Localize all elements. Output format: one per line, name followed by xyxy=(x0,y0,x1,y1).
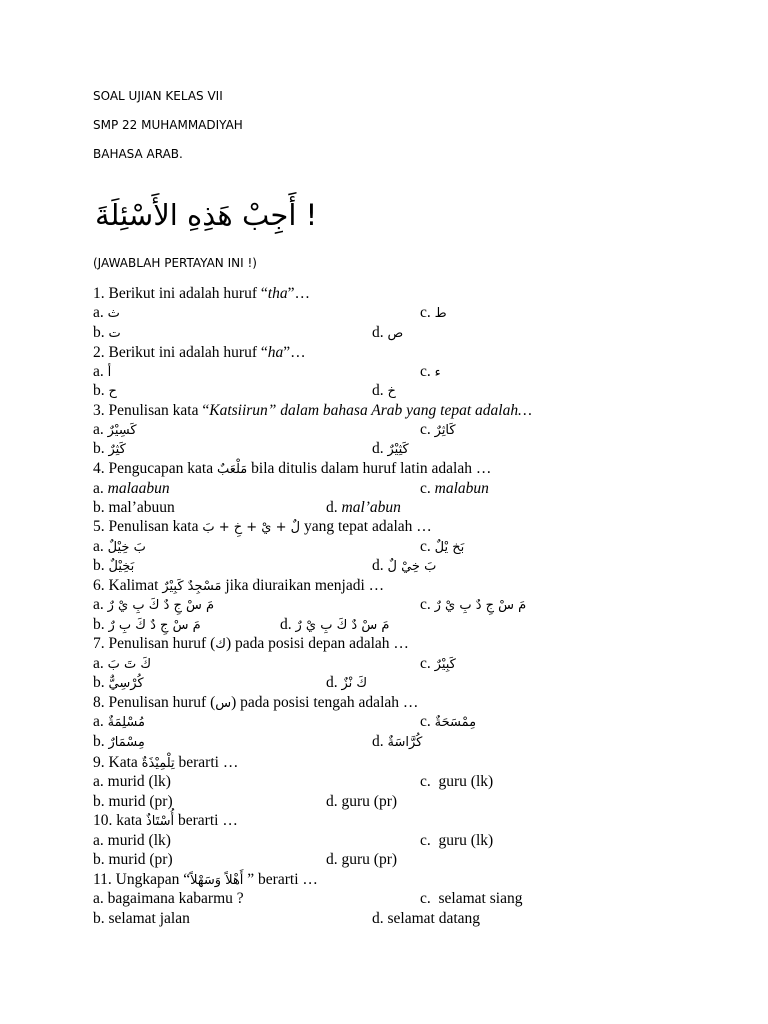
q1-option-b: b. ت xyxy=(93,324,121,341)
q2-option-d: d. خ xyxy=(372,382,396,399)
q6-option-a: a. مَ سْ جِ دٌ كَ بِ يْ رٌ xyxy=(93,596,215,613)
q8-text-end: ) pada posisi tengah adalah … xyxy=(231,694,419,711)
q10-option-a: a. murid (lk) xyxy=(93,832,171,849)
q10-option-b: b. murid (pr) xyxy=(93,851,173,868)
q3-text: 3. Penulisan kata “ xyxy=(93,402,210,419)
q5-option-a: a. بَ خِيْلٌ xyxy=(93,538,146,555)
q11-text-end: ” berarti … xyxy=(243,871,318,888)
question-4 xyxy=(93,460,491,478)
q4-option-b: b. mal’abuun xyxy=(93,499,175,516)
q4-text: 4. Pengucapan kata xyxy=(93,460,217,477)
q2-text: 2. Berikut ini adalah huruf “ xyxy=(93,344,268,361)
q7-option-d: d. كَ نْزٌ xyxy=(326,674,368,691)
q5-text-end: yang tepat adalah … xyxy=(300,518,432,535)
q3-option-d: d. كَثِيْرٌ xyxy=(372,440,409,457)
header-class: SOAL UJIAN KELAS VII xyxy=(93,89,223,103)
q9-option-d: d. guru (pr) xyxy=(326,793,398,810)
question-8 xyxy=(93,694,418,712)
q10-option-c: c. guru (lk) xyxy=(420,832,494,849)
header-school: SMP 22 MUHAMMADIYAH xyxy=(93,118,243,132)
q5-option-d: d. بَ خِيْ لٌ xyxy=(372,557,437,574)
q9-option-c: c. guru (lk) xyxy=(420,773,494,790)
question-6 xyxy=(93,577,384,595)
q8-arabic-letter: س xyxy=(215,696,232,711)
q1-text: 1. Berikut ini adalah huruf “ xyxy=(93,285,268,302)
header-subject: BAHASA ARAB. xyxy=(93,147,183,161)
q11-arabic-term: أَهْلاً وَسَهْلاً xyxy=(190,873,244,888)
q9-text: 9. Kata xyxy=(93,754,142,771)
q2-option-c: c. ء xyxy=(420,363,441,380)
q2-text-end: ”… xyxy=(283,344,306,361)
q4-option-c: c. malabun xyxy=(420,480,489,497)
q8-text: 8. Penulisan huruf ( xyxy=(93,694,216,711)
q1-text-end: ”… xyxy=(287,285,310,302)
q10-text: 10. kata xyxy=(93,812,146,829)
q6-text-end: jika diuraikan menjadi … xyxy=(221,577,385,594)
question-1 xyxy=(93,285,310,303)
question-2 xyxy=(93,344,306,362)
q10-option-d: d. guru (pr) xyxy=(326,851,398,868)
q9-option-b: b. murid (pr) xyxy=(93,793,173,810)
q3-term: Katsiirun” dalam bahasa Arab yang tepat adalah… xyxy=(209,402,532,419)
q10-arabic-term: أُسْتَاذٌ xyxy=(145,814,175,829)
q3-option-b: b. كَثِرٌ xyxy=(93,440,126,457)
q4-option-d: d. mal’abun xyxy=(326,499,401,516)
question-5 xyxy=(93,518,432,536)
q7-text: 7. Penulisan huruf ( xyxy=(93,635,216,652)
q11-option-a: a. bagaimana kabarmu ? xyxy=(93,890,244,907)
q11-option-c: c. selamat siang xyxy=(420,890,523,907)
q8-option-b: b. مِسْمَارٌ xyxy=(93,733,145,750)
q11-text: 11. Ungkapan “ xyxy=(93,871,191,888)
q7-text-end: ) pada posisi depan adalah … xyxy=(225,635,409,652)
q5-option-c: c. بَخ يْلٌ xyxy=(420,538,465,555)
q4-arabic-term: مَلْعَبٌ xyxy=(216,462,248,477)
arabic-title: ! أَجِبْ هَذِهِ الأَسْئِلَةَ xyxy=(95,198,318,232)
q11-option-d: d. selamat datang xyxy=(372,910,481,927)
q3-option-a: a. كَسِيْرٌ xyxy=(93,421,137,438)
question-9 xyxy=(93,754,238,772)
question-11 xyxy=(93,871,318,889)
q10-text-end: berarti … xyxy=(174,812,238,829)
q6-text: 6. Kalimat xyxy=(93,577,163,594)
q8-option-d: d. كُرَّاسَةٌ xyxy=(372,733,423,750)
q2-option-a: a. أ xyxy=(93,363,112,380)
q7-arabic-letter: ك xyxy=(215,637,226,652)
q7-option-b: b. كُرْسِيٌّ xyxy=(93,674,144,691)
q4-option-a: a. malaabun xyxy=(93,480,170,497)
question-3 xyxy=(93,402,532,420)
q6-option-b: b. مَ سْ جِ دٌ كَ بِ رٌ xyxy=(93,616,201,633)
q9-text-end: berarti … xyxy=(174,754,239,771)
q5-text: 5. Penulisan kata xyxy=(93,518,203,535)
q8-option-a: a. مُسْلِمَةٌ xyxy=(93,713,145,730)
question-10 xyxy=(93,812,238,830)
q6-option-d: d. مَ سْ دٌ كَ بِ يْ رٌ xyxy=(280,616,390,633)
q3-option-c: c. كَاثِرٌ xyxy=(420,421,456,438)
q2-option-b: b. ح xyxy=(93,382,117,399)
question-7 xyxy=(93,635,409,653)
q1-option-a: a. ث xyxy=(93,304,120,321)
q11-option-b: b. selamat jalan xyxy=(93,910,190,927)
q7-option-c: c. كَبِيْرٌ xyxy=(420,655,456,672)
q2-term: ha xyxy=(267,344,284,361)
instruction: (JAWABLAH PERTAYAN INI !) xyxy=(93,256,257,270)
q7-option-a: a. كَ تَ بَ xyxy=(93,655,152,672)
q1-option-c: c. ط xyxy=(420,304,447,321)
q8-option-c: c. مِمْسَحَةٌ xyxy=(420,713,477,730)
q1-option-d: d. ص xyxy=(372,324,404,341)
q5-option-b: b. بَخِيْلٌ xyxy=(93,557,135,574)
q4-text-end: bila ditulis dalam huruf latin adalah … xyxy=(247,460,492,477)
q9-arabic-term: تِلْمِيْذَةٌ xyxy=(141,756,175,771)
q6-arabic-term: مَسْجِدٌ كَبِيْرٌ xyxy=(162,579,222,594)
q9-option-a: a. murid (lk) xyxy=(93,773,171,790)
q6-option-c: c. مَ سْ جِ دٌ بِ يْ رٌ xyxy=(420,596,527,613)
q5-arabic-term: لٌ + يْ + خِ + بَ xyxy=(202,520,301,535)
q1-term: tha xyxy=(267,285,288,302)
